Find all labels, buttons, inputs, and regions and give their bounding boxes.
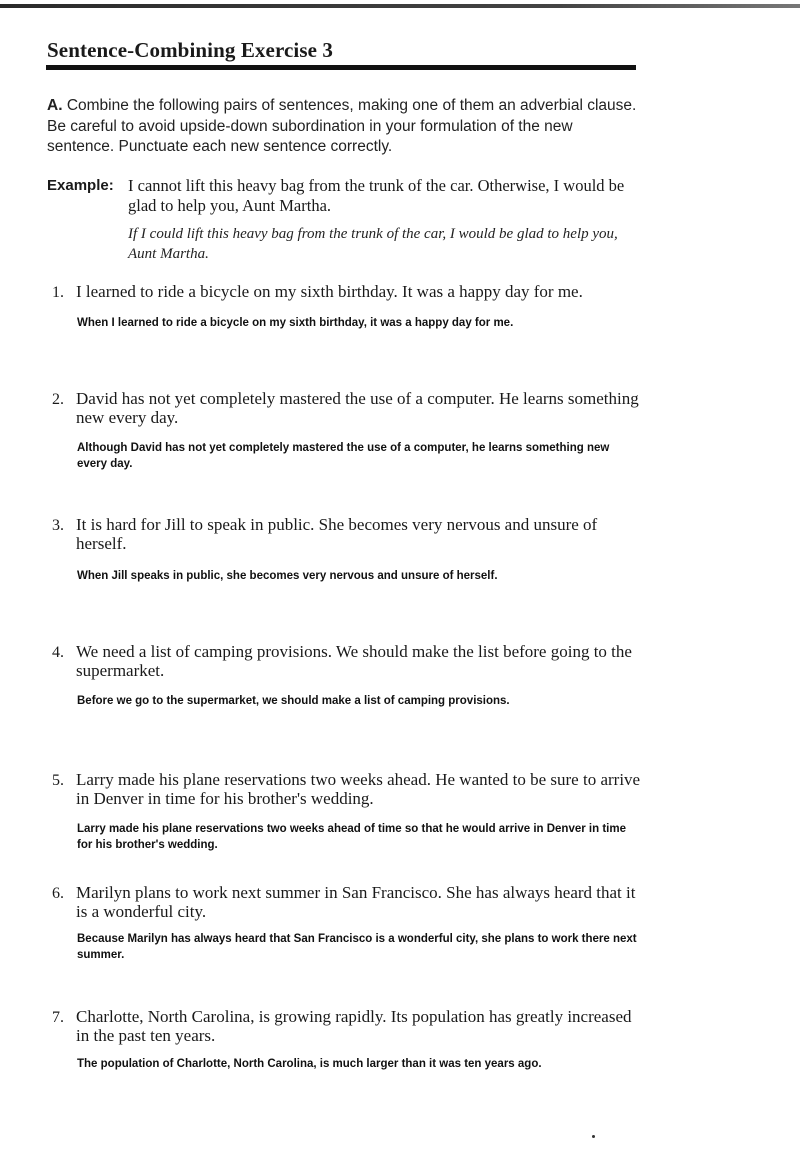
scan-edge-line [0, 4, 800, 8]
item-number: 5. [52, 772, 64, 789]
item-answer: Before we go to the supermarket, we should make a list of camping provisions. [77, 695, 510, 707]
item-answer: Larry made his plane reservations two weeks ahead of time so that he would arrive in Denver in time for his brother's wedding. [77, 823, 626, 851]
item-number: 3. [52, 517, 64, 534]
item-question: I learned to ride a bicycle on my sixth birthday. It was a happy day for me. [76, 282, 583, 301]
instructions-label: A. [47, 97, 63, 114]
item-number: 4. [52, 644, 64, 661]
item-question: It is hard for Jill to speak in public. She becomes very nervous and unsure of herself. [76, 515, 598, 553]
example-sentence: I cannot lift this heavy bag from the trunk of the car. Otherwise, I would be glad to help you, Aunt Martha. [128, 176, 625, 215]
item-question: David has not yet completely mastered the use of a computer. He learns something new every day. [76, 389, 639, 427]
example-answer: If I could lift this heavy bag from the trunk of the car, I would be glad to help you, Aunt Martha. [128, 226, 618, 262]
item-answer: Although David has not yet completely mastered the use of a computer, he learns something new every day. [77, 442, 610, 470]
item-number: 1. [52, 284, 64, 301]
instructions [47, 96, 639, 158]
page-title: Sentence-Combining Exercise 3 [47, 38, 333, 62]
item-answer: When I learned to ride a bicycle on my sixth birthday, it was a happy day for me. [77, 317, 514, 329]
item-question: Charlotte, North Carolina, is growing rapidly. Its population has greatly increased in the past ten years. [76, 1007, 632, 1045]
item-answer: When Jill speaks in public, she becomes very nervous and unsure of herself. [77, 570, 498, 582]
item-answer: Because Marilyn has always heard that San Francisco is a wonderful city, she plans to work there next summer. [77, 933, 637, 961]
item-number: 6. [52, 885, 64, 902]
scan-speck [592, 1135, 595, 1138]
instructions-text: Combine the following pairs of sentences, making one of them an adverbial clause. Be careful to avoid upside-down subordination in your formulation of the new sentence. Punctuate each new sentence correctly. [47, 97, 637, 155]
item-number: 2. [52, 391, 64, 408]
item-number: 7. [52, 1009, 64, 1026]
item-answer: The population of Charlotte, North Carolina, is much larger than it was ten years ago. [77, 1058, 542, 1070]
example-label: Example: [47, 177, 114, 194]
item-question: We need a list of camping provisions. We should make the list before going to the supermarket. [76, 642, 632, 680]
title-rule [46, 65, 636, 70]
item-question: Marilyn plans to work next summer in San Francisco. She has always heard that it is a wonderful city. [76, 883, 636, 921]
item-question: Larry made his plane reservations two weeks ahead. He wanted to be sure to arrive in Denver in time for his brother's wedding. [76, 770, 641, 808]
